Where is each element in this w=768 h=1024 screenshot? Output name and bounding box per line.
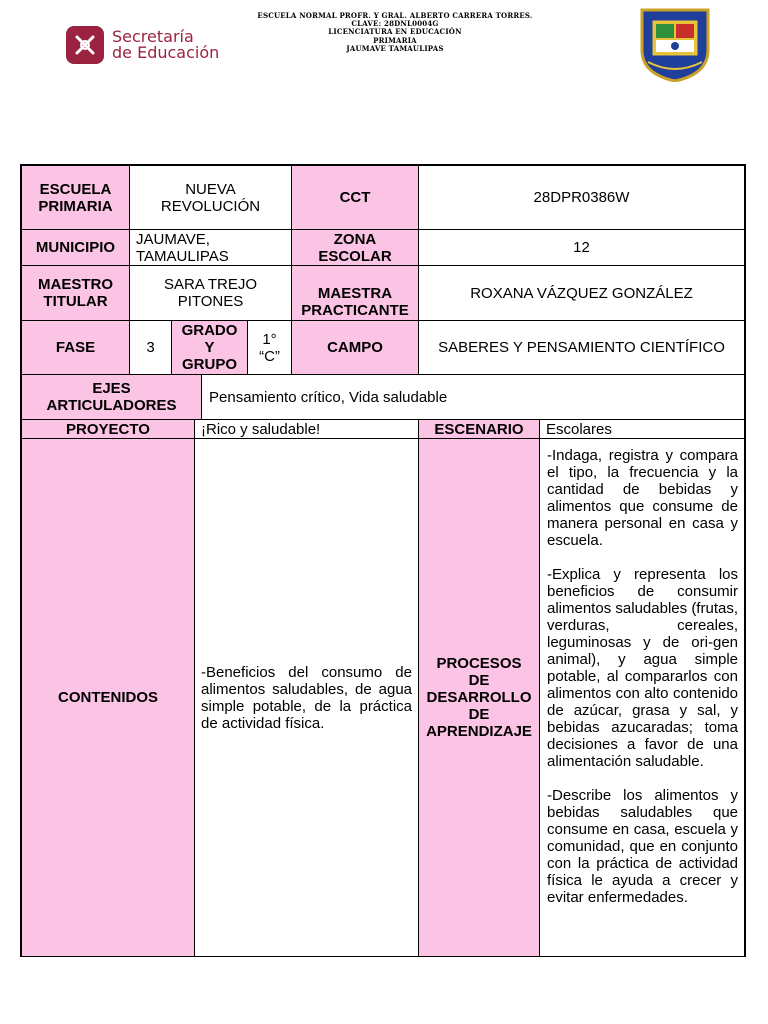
proyecto-value: ¡Rico y saludable! [194,419,419,439]
proceso-item: -Indaga, registra y compara el tipo, la frecuencia y la cantidad de bebidas y alimentos que consume de manera personal en casa y escuela. [547,447,738,549]
logo-line-2: de Educación [112,43,220,62]
municipio-value: JAUMAVE, TAMAULIPAS [129,229,292,266]
contenidos-label: CONTENIDOS [21,438,195,957]
maestra-practicante-value: ROXANA VÁZQUEZ GONZÁLEZ [418,265,745,321]
escenario-label: ESCENARIO [418,419,540,439]
school-line: ESCUELA NORMAL PROFR. Y GRAL. ALBERTO CARRERA TORRES. [257,11,533,20]
proceso-item: -Describe los alimentos y bebidas saludables que consume en casa, escuela y comunidad, que en conjunto con la práctica de actividad física le ayuda a crecer y evitar enfermedades. [547,787,738,906]
procesos-label: PROCESOS DE DESARROLLO DE APRENDIZAJE [418,438,540,957]
school-line: LICENCIATURA EN EDUCACIÓN [328,27,462,37]
zona-value: 12 [418,229,745,266]
zona-label: ZONA ESCOLAR [291,229,419,266]
school-line: JAUMAVE TAMAULIPAS [346,43,444,53]
escenario-value: Escolares [539,419,745,439]
procesos-value [539,438,745,957]
proyecto-label: PROYECTO [21,419,195,439]
sep-emblem-icon [66,26,104,64]
escuela-label: ESCUELA PRIMARIA [21,165,130,230]
maestra-practicante-label: MAESTRA PRACTICANTE [291,265,419,321]
planning-table [20,164,746,957]
proceso-item: -Explica y representa los beneficios de consumir alimentos saludables (frutas, verduras, cereales, leguminosas y de ori-gen animal), y agua simple potable, al compararlos con alimentos con alto contenido de azúcar, grasa y sal, y bebidas azucaradas; toma decisiones a favor de una alimentación saludable. [547,566,738,770]
school-seal-icon [634,4,716,82]
maestro-titular-label: MAESTRO TITULAR [21,265,130,321]
secretaria-educacion-logo [66,26,219,64]
contenidos-value: -Beneficios del consumo de alimentos saludables, de agua simple potable, de la práctica de actividad física. [194,438,419,957]
campo-value: SABERES Y PENSAMIENTO CIENTÍFICO [418,320,745,375]
fase-label: FASE [21,320,130,375]
cct-value: 28DPR0386W [418,165,745,230]
logo-line-1: Secretaría [112,27,194,46]
school-header [230,12,560,53]
fase-value: 3 [129,320,172,375]
ejes-label: EJES ARTICULADORES [21,374,202,420]
cct-label: CCT [291,165,419,230]
ejes-value: Pensamiento crítico, Vida saludable [201,374,745,420]
school-line: CLAVE: 28DNL0004G [351,19,439,29]
campo-label: CAMPO [291,320,419,375]
school-line: PRIMARIA [373,35,417,45]
municipio-label: MUNICIPIO [21,229,130,266]
grado-grupo-label: GRADO Y GRUPO [171,320,248,375]
grado-grupo-value: 1° “C” [247,320,292,375]
maestro-titular-value: SARA TREJO PITONES [129,265,292,321]
escuela-value: NUEVA REVOLUCIÓN [129,165,292,230]
